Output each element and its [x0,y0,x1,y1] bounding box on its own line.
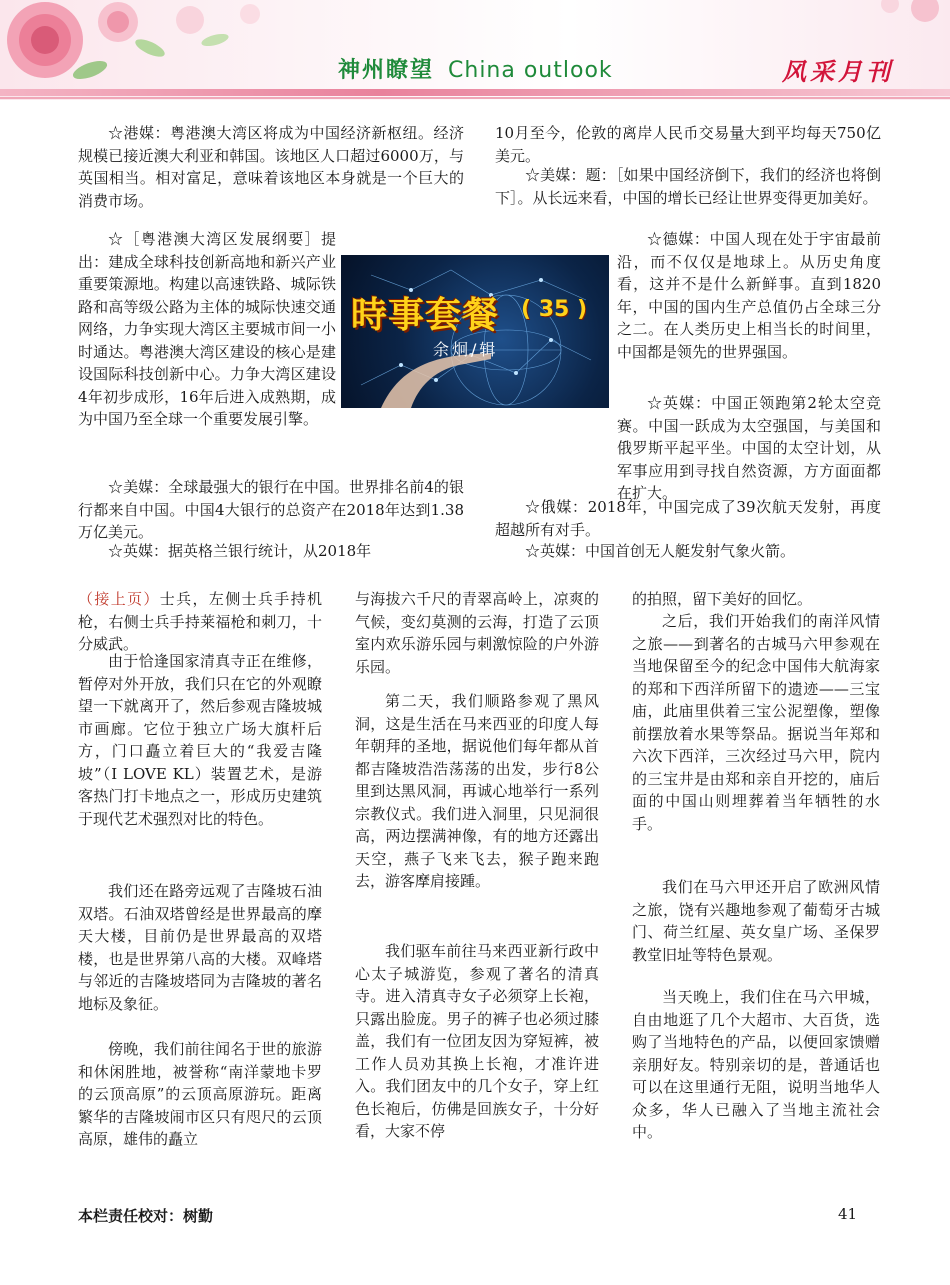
section-title-cn: 神州瞭望 [338,58,435,83]
page-number: 41 [838,1205,858,1223]
article-paragraph: 之后，我们开始我们的南洋风情之旅——到著名的古城马六甲参观在当地保留至今的纪念中国伟大航海家的郑和下西洋所留下的遗迹——三宝庙，此庙里供着三宝公泥塑像，塑像前摆放着水果等祭品。据说当年郑和六次下西洋，三次经过马六甲，院内的三宝井是由郑和亲自开挖的，庙后面的中国山则埋葬着当年牺牲的水手。 [632,612,880,833]
article-paragraph: 的拍照，留下美好的回忆。 [632,590,813,608]
continued-marker: （接上页） [78,590,160,608]
header-divider-thin [0,97,950,99]
news-item: ☆［粤港澳大湾区发展纲要］提出：建成全球科技创新高地和新兴产业重要策源地。构建以高速铁路、城际铁路和高等级公路为主体的城际快速交通网络，力争实现大湾区主要城市间一小时通达。粤港澳大湾区建设的核心是建设国际科技创新中心。力争大湾区建设4年初步成形，16年后进入成熟期，成为中国乃至全球一个重要发展引擎。 [78,230,336,428]
news-item: 10月至今，伦敦的离岸人民币交易量大到平均每天750亿美元。 [495,124,881,165]
flower-decoration-icon [0,0,320,100]
header-divider [0,89,950,96]
banner-issue-number: ( 35 ) [521,297,588,322]
article-paragraph: 与海拔六千尺的青翠高岭上，凉爽的气候，变幻莫测的云海，打造了云顶室内欢乐游乐园与刺激惊险的户外游乐园。 [355,590,599,676]
news-item: ☆德媒：中国人现在处于宇宙最前沿，而不仅仅是地球上。从历史角度看，这并不是什么新鲜事。直到1820年，中国的国内生产总值仍占全球三分之二。在人类历史上相当长的时间里，中国都是领先的世界强国。 [617,230,881,361]
article-paragraph: （接上页）士兵，左侧士兵手持机枪，右侧士兵手持莱福枪和刺刀，十分威武。 [78,590,322,653]
proofreader-credit: 本栏责任校对：树勤 [78,1207,214,1225]
banner-author: 余炯/辑 [433,340,499,359]
banner-title: 時事套餐 [351,295,500,336]
news-item: ☆美媒：题：［如果中国经济倒下，我们的经济也将倒下］。从长远来看，中国的增长已经让世界变得更加美好。 [495,166,881,207]
section-title-en: China outlook [448,58,613,83]
article-paragraph: 我们还在路旁远观了吉隆坡石油双塔。石油双塔曾经是世界最高的摩天大楼，目前仍是世界最高的双塔楼，也是世界第八高的大楼。双峰塔与邻近的吉隆坡塔同为吉隆坡的著名地标及象征。 [78,882,322,1013]
news-item: ☆英媒：中国正领跑第2轮太空竞赛。中国一跃成为太空强国，与美国和俄罗斯平起平坐。中国的太空计划，从军事应用到寻找自然资源，方方面面都在扩大。 [617,394,881,502]
news-item: ☆英媒：据英格兰银行统计，从2018年 [108,542,372,560]
column-banner-image [341,255,609,408]
news-item: ☆美媒：全球最强大的银行在中国。世界排名前4的银行都来自中国。中国4大银行的总资产在2018年达到1.38万亿美元。 [78,478,464,541]
article-paragraph: 由于恰逢国家清真寺正在维修，暂停对外开放，我们只在它的外观瞭望一下就离开了，然后参观吉隆坡城市画廊。它位于独立广场大旗杆后方，门口矗立着巨大的“我爱吉隆坡”（I LOVE KL）装置艺术，是游客热门打卡地点之一，形成历史建筑于现代艺术强烈对比的特色。 [78,652,322,828]
article-paragraph: 傍晚，我们前往闻名于世的旅游和休闲胜地，被誉称“南洋蒙地卡罗的云顶高原”的云顶高原游玩。距离繁华的吉隆坡闹市区只有咫尺的云顶高原，雄伟的矗立 [78,1040,322,1148]
article-paragraph: 我们在马六甲还开启了欧洲风情之旅，饶有兴趣地参观了葡萄牙古城门、荷兰红屋、英女皇广场、圣保罗教堂旧址等特色景观。 [632,878,880,964]
corner-flower-icon [830,0,950,40]
news-item: ☆港媒：粤港澳大湾区将成为中国经济新枢纽。经济规模已接近澳大利亚和韩国。该地区人口超过6000万，与英国相当。相对富足，意味着该地区本身就是一个巨大的消费市场。 [78,124,464,210]
article-paragraph: 第二天，我们顺路参观了黑风洞，这是生活在马来西亚的印度人每年朝拜的圣地，据说他们每年都从首都吉隆坡浩浩荡荡的出发，步行8公里到达黑风洞，再诚心地举行一系列宗教仪式。我们进入洞里，只见洞很高，两边摆满神像，有的地方还露出天空，燕子飞来飞去，猴子跑来跑去，游客摩肩接踵。 [355,692,599,890]
magazine-section-title [338,53,613,84]
news-item: ☆俄媒：2018年，中国完成了39次航天发射，再度超越所有对手。 [495,498,881,539]
article-paragraph: 我们驱车前往马来西亚新行政中心太子城游览，参观了著名的清真寺。进入清真寺女子必须穿上长袍，只露出脸庞。男子的裤子也必须过膝盖，我们有一位团友因为穿短裤，被工作人员劝其换上长袍，才准许进入。我们团友中的几个女子，穿上红色长袍后，仿佛是回族女子，十分好看，大家不停 [355,942,599,1140]
article-paragraph: 当天晚上，我们住在马六甲城，自由地逛了几个大超市、大百货，选购了当地特色的产品，以便回家馈赠亲朋好友。特别亲切的是，普通话也可以在这里通行无阻，说明当地华人众多，华人已融入了当地主流社会中。 [632,988,880,1141]
magazine-brand: 风采月刊 [782,58,894,86]
news-item: ☆英媒：中国首创无人艇发射气象火箭。 [525,542,796,560]
page-header [0,0,950,100]
